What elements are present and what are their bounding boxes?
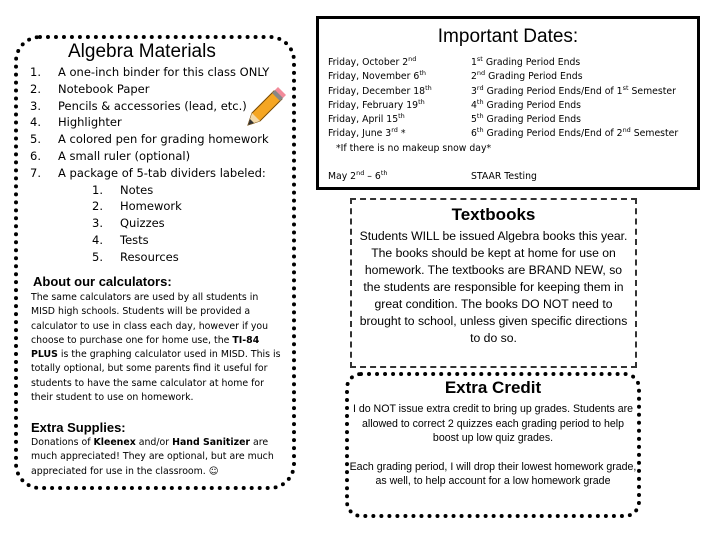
textbooks-box xyxy=(350,198,637,368)
staar-row: May 2nd – 6th STAAR Testing xyxy=(328,169,537,182)
material-item: 3. Pencils & accessories (lead, etc.) xyxy=(30,98,247,113)
date-row: Friday, December 18th 3rd Grading Period Ends/End of 1st Semester xyxy=(328,83,676,97)
extra-credit-text-1: I do NOT issue extra credit to bring up grades. Students are allowed to correct 2 quizzes each grading period to help boost up low quiz grades. xyxy=(352,403,634,444)
material-item: 2. Notebook Paper xyxy=(30,81,150,96)
important-dates-box xyxy=(316,16,700,190)
divider-item: 5. Resources xyxy=(92,249,179,264)
calculators-heading: About our calculators: xyxy=(33,274,172,289)
date-row: Friday, October 2nd 1st Grading Period Ends xyxy=(328,55,581,68)
divider-item: 3. Quizzes xyxy=(92,216,165,231)
supplies-heading: Extra Supplies: xyxy=(31,420,126,435)
dates-title: Important Dates: xyxy=(437,26,579,47)
material-item: 1. A one-inch binder for this class ONLY xyxy=(30,65,270,79)
material-item: 6. A small ruler (optional) xyxy=(30,148,191,163)
materials-title: Algebra Materials xyxy=(68,41,216,62)
pencil-icon xyxy=(242,85,286,129)
material-item: 5. A colored pen for grading homework xyxy=(30,132,269,147)
divider-item: 1. Notes xyxy=(92,182,154,197)
date-row: Friday, June 3rd * 6th Grading Period Ends/End of 2nd Semester xyxy=(328,126,679,140)
calculators-text: The same calculators are used by all students in MISD high schools. Students will be provided a calculator to use in class each day, however if you choose to purchase one for home use, the TI-84 PLUS is the graphing calculator used in MISD. This is totally optional, but some parents find it useful for students to have the same calculator at home for their student to use on homework. xyxy=(31,292,281,404)
extra-credit-text-2: Each grading period, I will drop their lowest homework grade, as well, to help account for a low homework grade xyxy=(349,460,637,487)
extra-credit-title: Extra Credit xyxy=(444,378,542,397)
divider-item: 4. Tests xyxy=(92,232,149,247)
date-row: Friday, April 15th 5th Grading Period Ends xyxy=(328,112,581,126)
supplies-text: Donations of Kleenex and/or Hand Sanitizer are much appreciated! They are optional, but are much appreciated for use in the classroom. ☺ xyxy=(31,437,274,477)
textbooks-title: Textbooks xyxy=(451,205,536,224)
material-item: 4. Highlighter xyxy=(30,115,122,130)
dates-list xyxy=(328,56,678,156)
divider-item: 2. Homework xyxy=(92,199,182,214)
dates-note: *If there is no makeup snow day* xyxy=(336,142,492,154)
date-row: Friday, November 6th 2nd Grading Period Ends xyxy=(328,69,583,83)
date-row: Friday, February 19th 4th Grading Period Ends xyxy=(328,97,581,111)
material-item: 7. A package of 5-tab dividers labeled: xyxy=(30,165,266,180)
extra-credit-box xyxy=(345,372,641,518)
materials-list xyxy=(30,64,269,266)
textbooks-text: Students WILL be issued Algebra books this year. The books should be kept at home for use on homework. The textbooks are BRAND NEW, so the students are responsible for keeping them in great condition. The books DO NOT need to brought to school, unless given specific directions to do so. xyxy=(359,229,628,345)
